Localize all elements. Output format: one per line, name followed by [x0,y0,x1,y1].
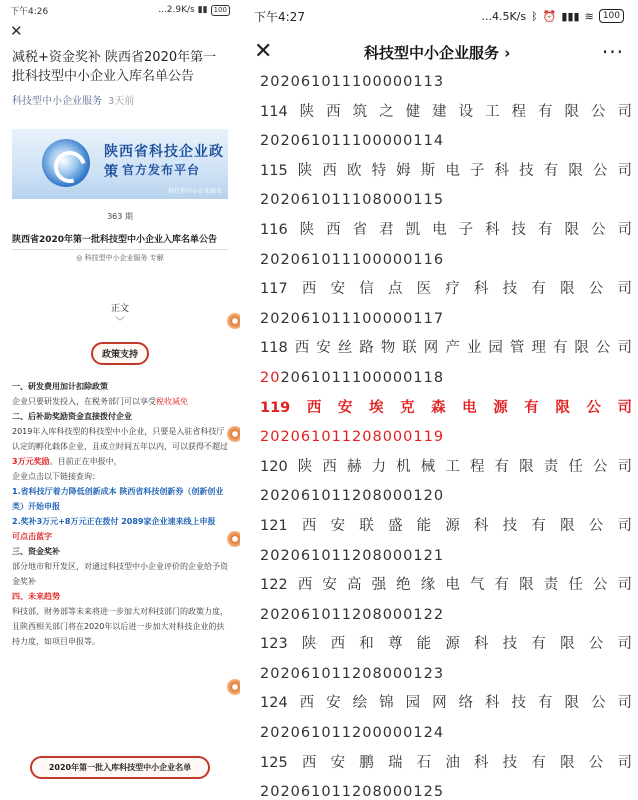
issue-number: 363 期 [107,212,133,221]
banner-line1: 陕西省科技企业政策 [104,144,224,180]
click-blue-hint: 可点击蓝字 [12,532,52,541]
section-label-main: 正文 [110,304,129,314]
account-link[interactable]: 科技型中小企业服务 [12,96,102,107]
registration-code: 202061011100000118 [260,369,445,386]
registration-code: 202061011208000122 [260,606,445,623]
account-title[interactable]: 科技型中小企业服务 › [363,43,511,62]
registration-code: 202061011208000121 [260,547,445,564]
banner-image [12,129,228,199]
registration-code: 202061011208000119 [260,429,445,446]
registration-code: 202061011100000114 [260,133,445,150]
company-entry: 120 陕 西 赫 力 机 械 工 程 有 限 责 任 公 司 [260,458,632,475]
registration-code: 202061011200000124 [260,725,445,742]
registration-code: 202061011108000115 [260,192,445,209]
company-entry: 119 西 安 埃 克 森 电 源 有 限 公 司 [260,399,632,416]
floating-decoration-icon [226,530,240,548]
status-bar [0,0,240,20]
link-subsidy[interactable]: 2.奖补3万元+8万元正在拨付 2089家企业速来线上申报 [12,517,216,526]
nav-bar [0,20,240,42]
floating-decoration-icon [226,312,240,330]
company-entry: 122 西 安 高 强 绝 缘 电 气 有 限 责 任 公 司 [260,577,632,594]
wifi-icon: ≋ [584,9,594,23]
battery-icon: 100 [211,5,230,16]
registration-code: 202061011208000125 [260,784,445,800]
chevron-down-icon: ﹀ [115,317,125,328]
left-screen [0,0,240,800]
link-innovation-voucher[interactable]: 1.省科技厅着力降低创新成本 陕西省科技创新券（创新创业类）开始申报 [12,487,224,511]
article-meta [0,86,240,107]
paragraph-3: 部分地市和开发区，对通过科技型中小企业评价的企业给予资金奖补 [12,562,228,586]
banner-watermark: 科技型中小企业服务 [167,188,222,195]
paragraph-2: 2019年入库科技型的科技型中小企业，只要是入驻省科技厅认定的孵化载体企业，且成立时间五年以内，可以获得不超过3万元奖励。目前正在申报中， [12,427,228,466]
company-entry: 118 西 安 丝 路 物 联 网 产 业 园 管 理 有 限 公 司 [260,340,632,357]
registration-code: 202061011100000116 [260,251,445,268]
paragraph-4: 科技部、财务部等未来将进一步加大对科技部门的政策力度，且陕西相关部门将在2020年以后进一步加大对科技企业的扶持力度，如项目申报等。 [12,607,228,646]
nav-bar [248,32,638,72]
paragraph-1: 企业只要研发投入，在税务部门可以享受税收减免 [12,397,188,406]
section-heading-3: 三、资金奖补 [12,547,60,556]
network-speed: ...4.5K/s [481,9,527,23]
right-screen [248,0,638,800]
article-title: 减税+资金奖补 陕西省2020年第一批科技型中小企业入库名单公告 [12,50,217,84]
registration-code: 202061011208000120 [260,488,445,505]
registration-code: 202061011100000117 [260,310,445,327]
publish-time: 3天前 [108,96,135,107]
alarm-icon: ⏰ [542,9,557,23]
registration-code: 202061011100000113 [260,74,445,90]
status-time: 下午4:27 [254,9,305,24]
signal-icon: ▮▮ [197,5,208,15]
company-entry: 125 西 安 鹏 瑞 石 油 科 技 有 限 公 司 [260,754,632,771]
bluetooth-icon: ᛒ [531,9,538,23]
network-speed: ...2.9K/s [158,5,195,15]
list-link-button[interactable]: 2020年第一批入库科技型中小企业名单 [30,756,210,779]
company-entry: 116 陕 西 省 君 凯 电 子 科 技 有 限 公 司 [260,221,632,238]
status-bar [248,0,638,32]
company-entry: 121 西 安 联 盛 能 源 科 技 有 限 公 司 [260,517,632,534]
company-list [248,68,638,800]
battery-icon: 100 [599,9,624,23]
article-body [0,365,240,649]
paragraph-2b: 企业点击以下链接查询： [12,472,100,481]
policy-support-button[interactable]: 政策支持 [91,342,149,365]
section-heading-1: 一、研发费用加计扣除政策 [12,382,108,391]
company-entry: 124 西 安 绘 锦 园 网 络 科 技 有 限 公 司 [260,695,632,712]
signal-icon: ▮▮▮ [561,9,580,23]
company-entry: 114 陕 西 筑 之 健 建 设 工 程 有 限 公 司 [260,103,632,120]
company-entry: 123 陕 西 和 尊 能 源 科 技 有 限 公 司 [260,636,632,653]
more-menu-icon[interactable]: ··· [601,40,624,64]
section-heading-2: 二、后补助奖励资金直接拨付企业 [12,412,132,421]
company-entry: 115 陕 西 欧 特 姆 斯 电 子 科 技 有 限 公 司 [260,162,632,179]
close-icon[interactable]: ✕ [254,39,273,64]
byline: ◎ 科技型中小企业服务 专解 [76,254,164,262]
status-time: 下午4:26 [10,6,49,17]
announcement-heading: 陕西省2020年第一批科技型中小企业入库名单公告 [12,232,228,250]
close-icon[interactable]: ✕ [10,21,23,40]
company-entry: 117 西 安 信 点 医 疗 科 技 有 限 公 司 [260,281,632,298]
banner-logo-icon [42,139,90,187]
section-heading-4: 四、未来趋势 [12,592,60,601]
floating-decoration-icon [226,425,240,443]
floating-decoration-icon [226,678,240,696]
registration-code: 202061011208000123 [260,665,445,682]
banner-line2: 官方发布平台 [122,163,201,177]
